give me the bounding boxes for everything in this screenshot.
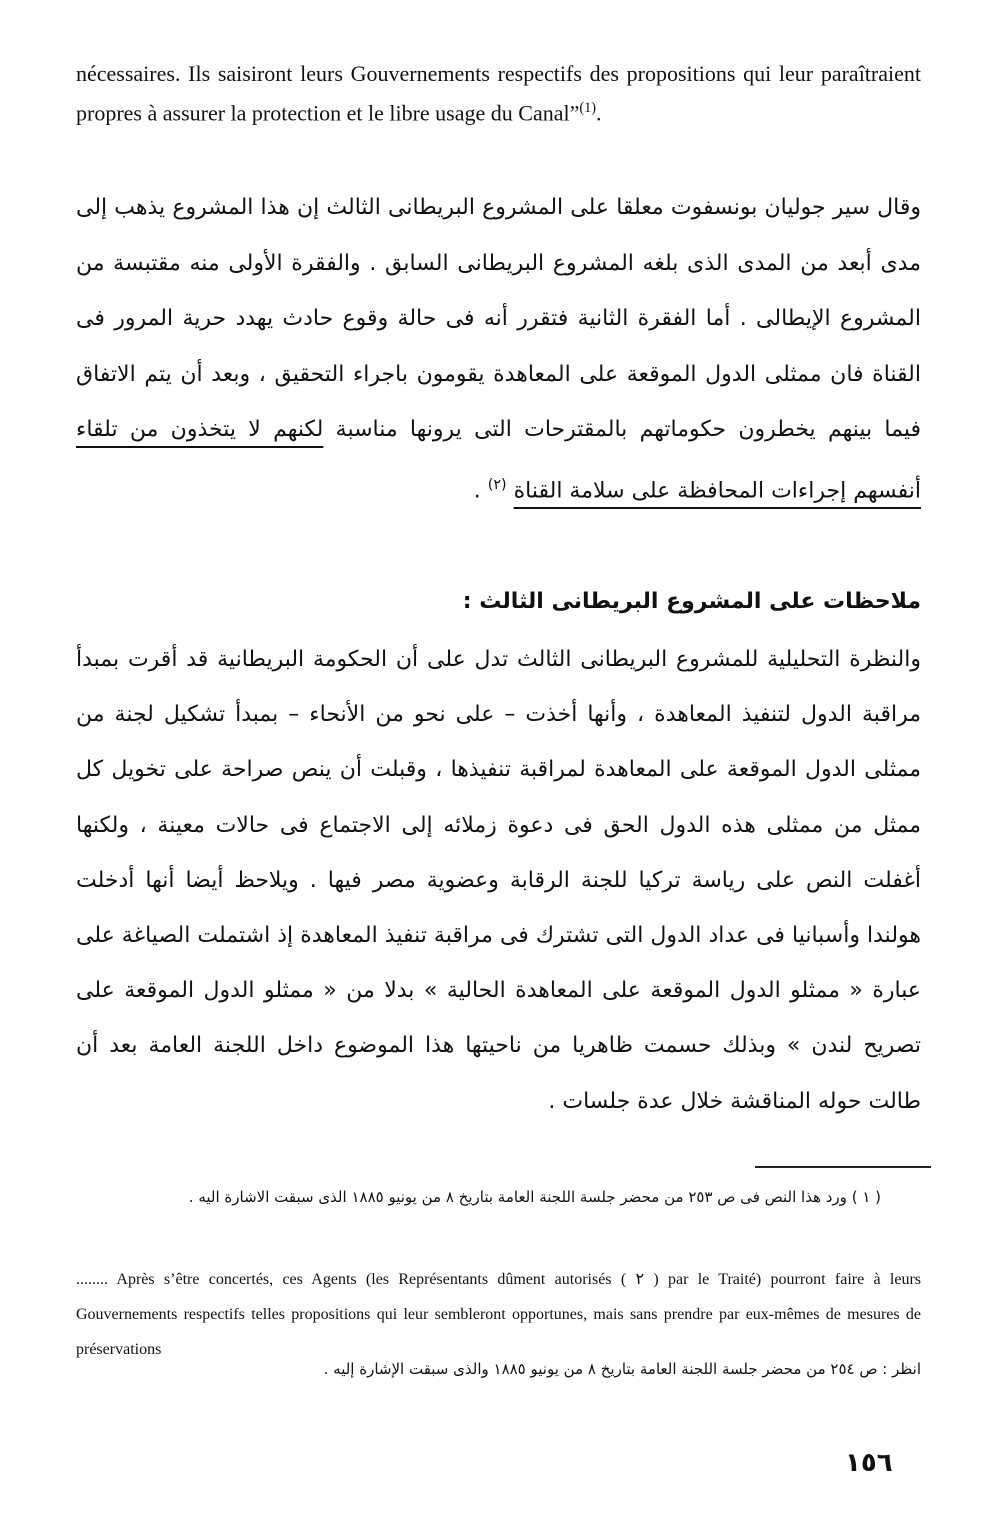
paragraph-1-end: . <box>473 477 481 503</box>
footnote-1: ( ١ ) ورد هذا النص فى ص ٢٥٣ من محضر جلسة اللجنة العامة بتاريخ ٨ من يونيو ١٨٨٥ الذى سبقت الاشارة اليه . <box>188 1188 881 1206</box>
paragraph-1-text: وقال سير جوليان بونسفوت معلقا على المشروع البريطانى الثالث إن هذا المشروع يذهب إلى مدى أبعد من المدى الذى بلغه المشروع البريطانى السابق . والفقرة الأولى منه مقتبسة من المشروع الإيطالى . أما الفقرة الثانية فتقرر أنه فى حالة وقوع حادث يهدد حرية المرور فى القناة فان ممثلى الدول الموقعة على المعاهدة يقومون باجراء التحقيق ، وبعد أن يتم الاتفاق فيما بينهم يخطرون حكوماتهم بالمقترحات التى يرونها مناسبة <box>76 195 921 442</box>
paragraph-2: والنظرة التحليلية للمشروع البريطانى الثالث تدل على أن الحكومة البريطانية قد أقرت بمبدأ مراقبة الدول لتنفيذ المعاهدة ، وأنها أخذت – على نحو من الأنحاء – بمبدأ تشكيل لجنة من ممثلى الدول الموقعة على المعاهدة لمراقبة تنفيذها ، وقبلت أن ينص صراحة على تخويل كل ممثل من ممثلى هذه الدول الحق فى دعوة زملائه إلى الاجتماع فى حالات معينة ، ولكنها أغفلت النص على رياسة تركيا للجنة الرقابة وعضوية مصر فيها . ويلاحظ أيضا أنها أدخلت هولندا وأسبانيا فى عداد الدول التى تشترك فى مراقبة تنفيذ المعاهدة إذ اشتملت الصياغة على عبارة « ممثلو الدول الموقعة على المعاهدة الحالية » بدلا من « ممثلو الدول الموقعة على تصريح لندن » وبذلك حسمت ظاهريا من ناحيتها هذا الموضوع داخل اللجنة العامة بعد أن طالت حوله المناقشة خلال عدة جلسات . <box>76 647 921 1114</box>
footnote-ref-2: (٢) <box>487 476 507 493</box>
footnote-divider <box>755 1166 931 1168</box>
footnote-ref-1: (1) <box>579 100 597 116</box>
french-quote-continuation <box>76 56 921 130</box>
footnote-2-french: ........ Après s’être concertés, ces Agents (les Représentants dûment autorisés ( ٢ ) par le Traité) pourront faire à leurs Gouvernements respectifs telles propositions qui leur sembleront opportunes, mais sans prendre par eux-mêmes de mesures de préservations <box>76 1271 922 1358</box>
french-quote-text: nécessaires. Ils saisiront leurs Gouvernements respectifs des propositions qui leur paraîtraient propres à assurer la protection et le libre usage du Canal” <box>76 61 921 126</box>
paragraph-1-underlined: لكنهم لا يتخذون من تلقاء أنفسهم إجراءات المحافظة على سلامة القناة <box>76 417 921 503</box>
section-heading: ملاحظات على المشروع البريطانى الثالث : <box>462 589 921 614</box>
paragraph-1 <box>76 180 921 518</box>
french-quote-end: . <box>596 100 602 126</box>
footnote-2-arabic: انظر : ص ٢٥٤ من محضر جلسة اللجنة العامة بتاريخ ٨ من يونيو ١٨٨٥ والذى سبقت الإشارة إليه . <box>323 1360 921 1378</box>
page-number: ١٥٦ <box>845 1448 893 1478</box>
